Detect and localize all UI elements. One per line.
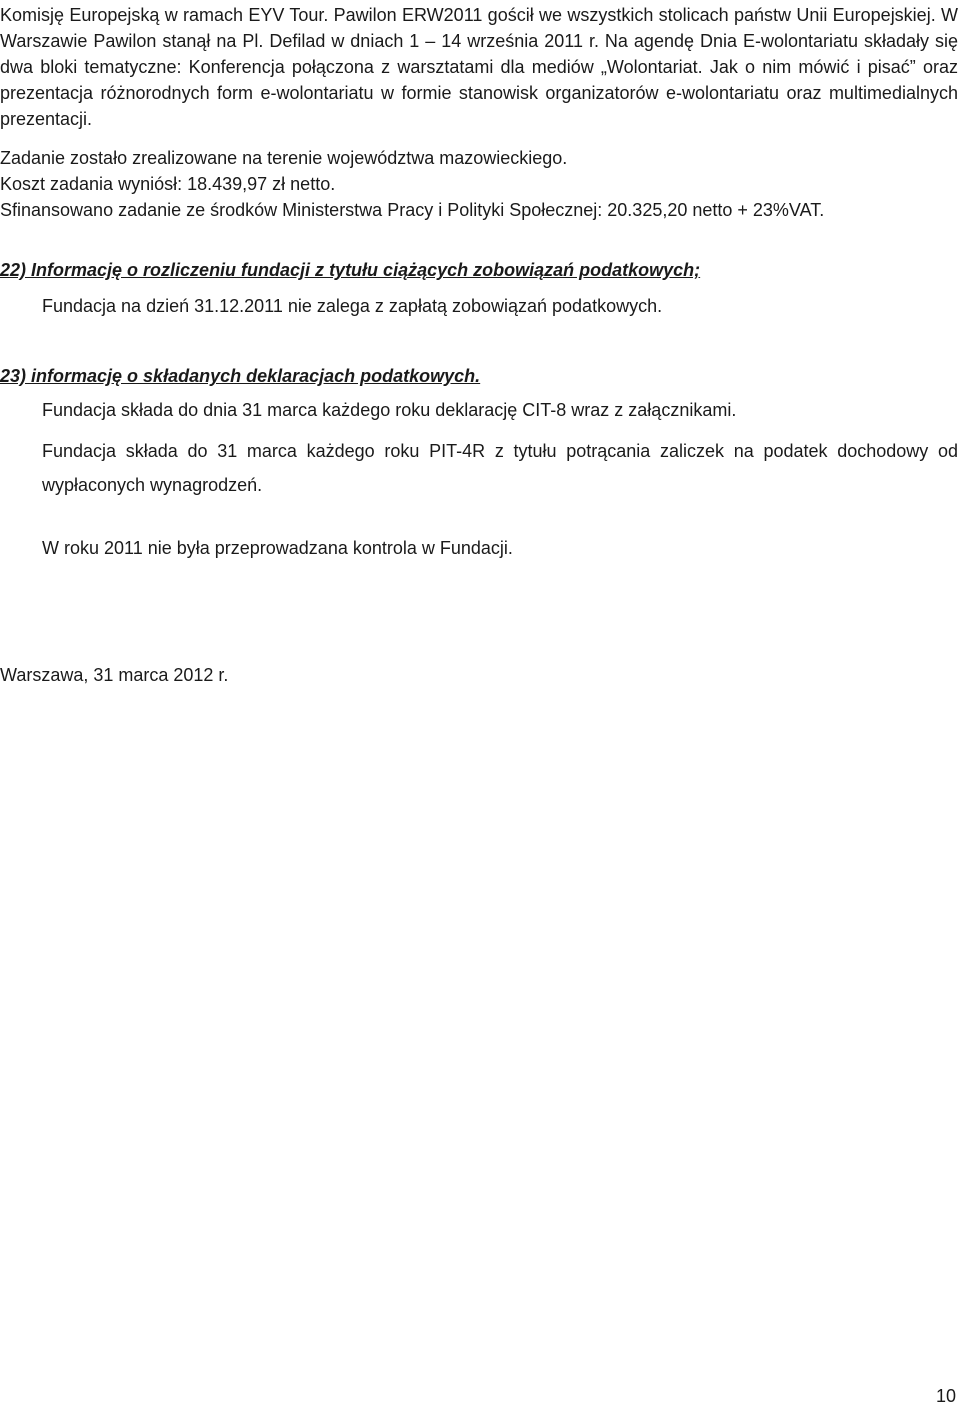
city-date: Warszawa, 31 marca 2012 r. <box>0 665 229 685</box>
task-info-section <box>0 145 958 223</box>
section-23-heading: 23) informację o składanych deklaracjach podatkowych. <box>0 366 481 386</box>
section-22-text: Fundacja na dzień 31.12.2011 nie zalega z zapłatą zobowiązań podatkowych. <box>42 296 663 316</box>
task-region-text: Zadanie zostało zrealizowane na terenie województwa mazowieckiego. <box>0 148 568 168</box>
audit-note: W roku 2011 nie była przeprowadzana kontrola w Fundacji. <box>42 538 513 558</box>
page-number: 10 <box>935 1386 956 1406</box>
task-cost-text: Koszt zadania wyniósł: 18.439,97 zł netto. <box>0 174 336 194</box>
intro-section <box>0 2 958 132</box>
section-23-text-cit: Fundacja składa do dnia 31 marca każdego roku deklarację CIT-8 wraz z załącznikami. <box>42 400 737 420</box>
intro-paragraph: Komisję Europejską w ramach EYV Tour. Pawilon ERW2011 gościł we wszystkich stolicach państw Unii Europejskiej. W Warszawie Pawilon stanął na Pl. Defilad w dniach 1 – 14 września 2011 r. Na agendę Dnia E-wolontariatu składały się dwa bloki tematyczne: Konferencja połączona z warsztatami dla mediów „Wolontariat. Jak o nim mówić i pisać” oraz prezentacja różnorodnych form e-wolontariatu w formie stanowisk organizatorów e-wolontariatu oraz multimedialnych prezentacji. <box>0 5 958 129</box>
section-22-heading: 22) Informację o rozliczeniu fundacji z tytułu ciążących zobowiązań podatkowych; <box>0 260 701 280</box>
section-23-text-pit: Fundacja składa do 31 marca każdego roku PIT-4R z tytułu potrącania zaliczek na podatek dochodowy od wypłaconych wynagrodzeń. <box>42 441 958 495</box>
task-funding-text: Sfinansowano zadanie ze środków Ministerstwa Pracy i Polityki Społecznej: 20.325,20 netto + 23%VAT. <box>0 200 825 220</box>
